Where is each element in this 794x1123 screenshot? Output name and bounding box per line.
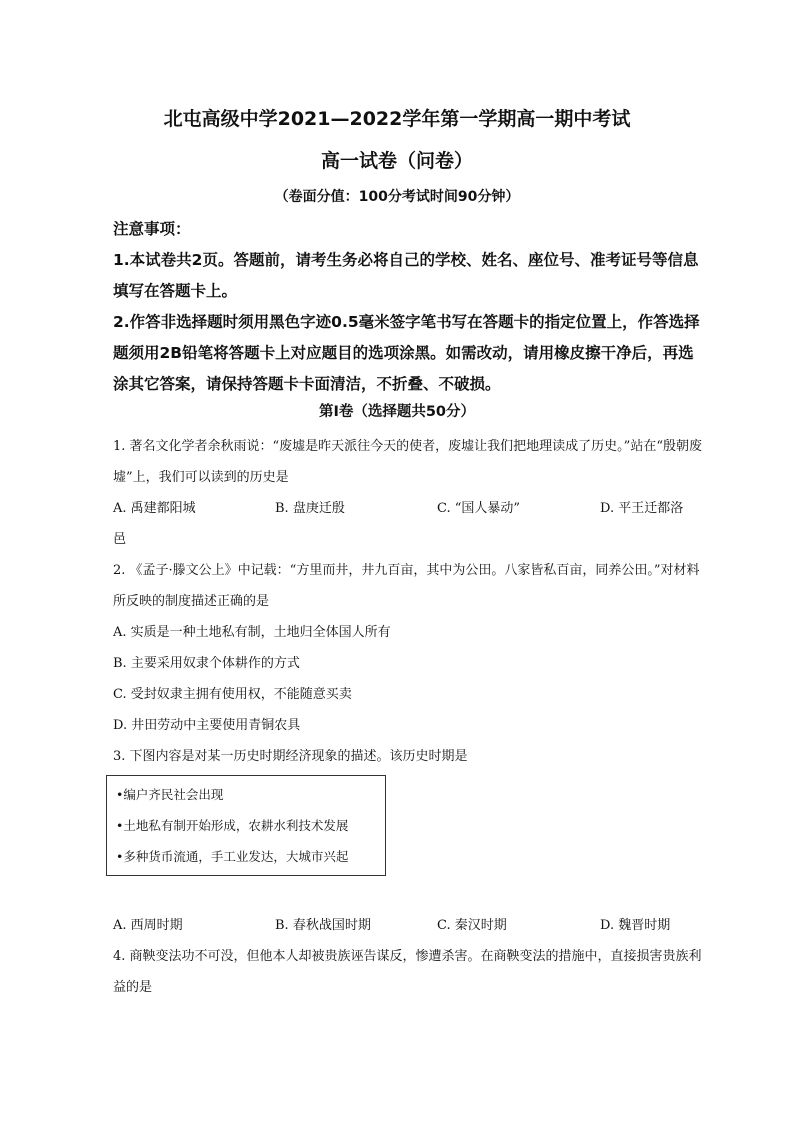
- question-2-stem: 2. 《孟子·滕文公上》中记载：“方里而井，井九百亩，其中为公田。八家皆私百亩，同养公田。”对材料所反映的制度描述正确的是: [113, 563, 700, 609]
- question-1-option-a: A. 禹建都阳城: [113, 501, 196, 516]
- notice-item-2: 2.作答非选择题时须用黑色字迹0.5毫米签字笔书写在答题卡的指定位置上，作答选择题须用2B铅笔将答题卡上对应题目的选项涂黑。如需改动，请用橡皮擦干净后，再选涂其它答案，请保持答题卡卡面清洁，不折叠、不破损。: [113, 313, 700, 393]
- question-2-option-b: B. 主要采用奴隶个体耕作的方式: [113, 656, 300, 671]
- notice-item-1: 1.本试卷共2页。答题前，请考生务必将自己的学校、姓名、座位号、准考证号等信息填写在答题卡上。: [113, 251, 699, 300]
- question-3-option-d: D. 魏晋时期: [600, 918, 671, 933]
- question-3-option-b: B. 春秋战国时期: [275, 918, 371, 933]
- question-1-option-d-wrap: 邑: [113, 532, 127, 547]
- question-2-option-a: A. 实质是一种土地私有制，土地归全体国人所有: [113, 625, 391, 640]
- question-1-options: [113, 493, 703, 524]
- question-3-stem: 3. 下图内容是对某一历史时期经济现象的描述。该历史时期是: [113, 749, 468, 764]
- question-1-stem: 1. 著名文化学者余秋雨说：“废墟是昨天派往今天的使者，废墟让我们把地理读成了历史。”站在“殷朝废墟”上，我们可以读到的历史是: [113, 439, 702, 485]
- question-3-option-c: C. 秦汉时期: [437, 918, 507, 933]
- question-2-option-d: D. 井田劳动中主要使用青铜农具: [113, 718, 301, 733]
- question-2-option-c: C. 受封奴隶主拥有使用权，不能随意买卖: [113, 687, 352, 702]
- material-item-3: •多种货币流通，手工业发达，大城市兴起: [116, 849, 349, 864]
- question-4-stem: 4. 商鞅变法功不可没，但他本人却被贵族诬告谋反，惨遭杀害。在商鞅变法的措施中，直接损害贵族利益的是: [113, 949, 702, 995]
- material-item-2: •土地私有制开始形成，农耕水利技术发展: [116, 818, 349, 833]
- question-1-option-b: B. 盘庚迁殷: [275, 501, 345, 516]
- exam-subtitle: 高一试卷（问卷）: [320, 150, 473, 172]
- notice-heading: 注意事项：: [113, 220, 191, 238]
- material-item-1: •编户齐民社会出现: [116, 787, 224, 802]
- question-3-material-box: [106, 775, 386, 876]
- section-title: 第Ⅰ卷（选择题共50分）: [318, 404, 476, 420]
- question-3-options: [113, 910, 703, 941]
- exam-info: （卷面分值：100分考试时间90分钟）: [274, 189, 520, 205]
- question-3-option-a: A. 西周时期: [113, 918, 183, 933]
- question-1-option-c: C. “国人暴动”: [437, 501, 521, 516]
- exam-title: 北屯高级中学2021—2022学年第一学期高一期中考试: [163, 108, 631, 130]
- question-1-option-d: D. 平王迁都洛: [600, 501, 684, 516]
